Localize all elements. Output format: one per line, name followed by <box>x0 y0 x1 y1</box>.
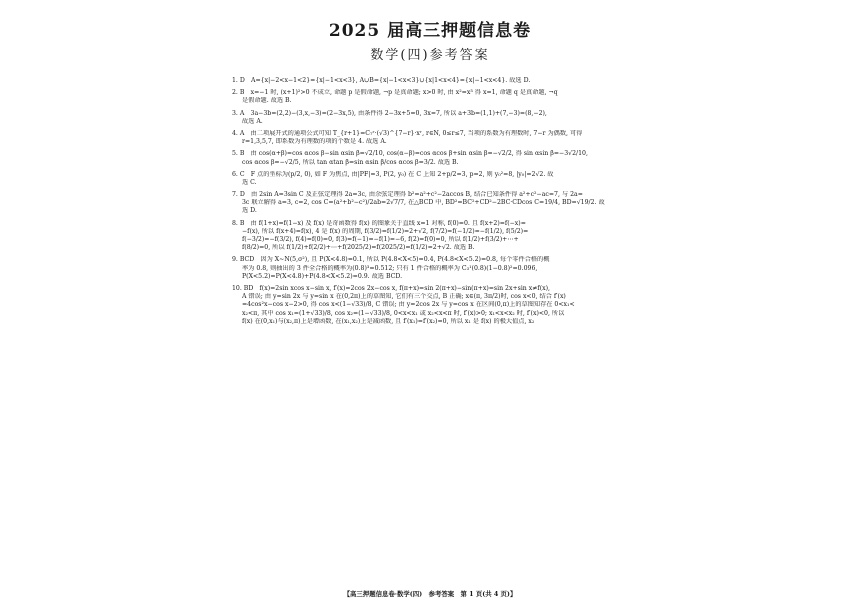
answer-line: 3. A 3a−3b=(2,2)−(3,x,−3)=(2−3x,5), 由条件得 2−3x+5=0, 3x=7, 所以 a+3b=(1,1)+(7,−3)=(8,−2), <box>232 109 547 117</box>
answer-line: P(X<5.2)=P(X<4.8)+P(4.8<X<5.2)=0.9. 故选 BCD. <box>242 272 403 280</box>
answer-line: f(x) 在(0,x₁)与(x₂,π)上是增函数, 在(x₁,x₂)上是减函数, 且 f′(x₁)=f′(x₂)=0, 所以 x₁ 是 f(x) 的极大值点, x₂ <box>242 317 535 325</box>
answer-item-q5 <box>232 150 630 166</box>
answer-item-q2 <box>232 89 630 105</box>
document-title: 2025 届高三押题信息卷 <box>328 21 532 41</box>
answer-line: 是假命题. 故选 B. <box>242 97 292 105</box>
answer-line: −f(x), 所以 f(x+4)=f(x), 4 是 f(x) 的周期, f(3/2)=f(1/2)=2+√2, f(7/2)=f(−1/2)=−f(1/2), f(5/2)= <box>242 227 529 235</box>
answers-body <box>232 77 630 330</box>
answer-line: 10. BD f(x)=2sin xcos x−sin x, f′(x)=2cos 2x−cos x, f(π+x)=sin 2(π+x)−sin(π+x)=sin 2x+sin x≠f(x), <box>232 284 550 292</box>
answer-item-q3 <box>232 110 630 126</box>
page-footer: 【高三押题信息卷·数学(四) 参考答案 第 1 页(共 4 页)】 <box>343 590 517 598</box>
answer-line: 2. B x=−1 时, (x+1)²>0 不成立, 命题 p 是假命题, ¬p 是真命题; x>0 时, 由 x²=x³ 得 x=1, 命题 q 是真命题, ¬q <box>232 89 558 97</box>
answer-line: cos αcos β=−√2/5, 所以 tan αtan β=sin αsin β/cos αcos β=3/2. 故选 B. <box>242 158 459 166</box>
answer-line: 7. D 由 2sin A=3sin C 及正弦定理得 2a=3c, 由余弦定理得 b²=a²+c²−2accos B, 结合已知条件得 a²+c²−ac=7, 与 2a= <box>232 191 583 199</box>
answer-line: 3c 联立解得 a=3, c=2, cos C=(a²+b²−c²)/2ab=2√7/7, 在△BCD 中, BD²=BC²+CD²−2BC·CDcos C=19/4, BD=√19/2. 故 <box>242 199 605 207</box>
answer-line: =4cos²x−cos x−2>0, 得 cos x<(1−√33)/8, C 错误; 由 y=2cos 2x 与 y=cos x 在区间(0,π)上的草图知存在 0<x₁< <box>242 301 575 309</box>
answer-line: 6. C F 点的坐标为(p/2, 0), 如 F 为焦点, 由|PF|=3, P(2, y₀) 在 C 上知 2+p/2=3, p=2, 则 y₀²=8, |y₀|=2√2. 故 <box>232 170 554 178</box>
answer-line: 率为 0.8, 则抽出的 3 件全合格的概率为(0.8)³=0.512; 只有 1 件合格的概率为 C₃¹(0.8)(1−0.8)²=0.096, <box>242 264 538 272</box>
answer-item-q8 <box>232 220 630 253</box>
answer-line: 5. B 由 cos(α+β)=cos αcos β−sin αsin β=√2/10, cos(α−β)=cos αcos β+sin αsin β=−√2/2, 得 sin αsin β=−3√2/10, <box>232 150 588 158</box>
answer-line: 选 C. <box>242 178 257 186</box>
answer-item-q4 <box>232 130 630 146</box>
answer-line: 故选 A. <box>242 117 263 125</box>
answer-line: r=1,3,5,7, 即系数为有理数的项的个数是 4. 故选 A. <box>242 138 387 146</box>
answer-item-q6 <box>232 171 630 187</box>
answer-item-q7 <box>232 191 630 216</box>
answer-item-q10 <box>232 285 630 326</box>
answer-line: A 错误; 由 y=sin 2x 与 y=sin x 在(0,2π)上的草图知, 它们有三个交点, B 正确; x∈(π, 3π/2)时, cos x<0, 结合 f′(x) <box>242 293 566 301</box>
answer-line: f(−3/2)=−f(3/2), f(4)=f(0)=0, f(3)=f(−1)=−f(1)=−6, f(2)=f(0)=0, 所以 f(1/2)+f(3/2)+⋯+ <box>242 236 519 243</box>
answer-line: f(8/2)=0, 所以 f(1/2)+f(2/2)+⋯+f(2025/2)=f(2025/2)=f(1/2)=2+√2. 故选 B. <box>242 244 475 252</box>
answer-line: x₂<π, 其中 cos x₁=(1+√33)/8, cos x₂=(1−√33)/8, 0<x<x₁ 或 x₂<x<π 时, f′(x)>0; x₁<x<x₂ 时, f′(x)<0, 所以 <box>242 309 565 317</box>
answer-line: 1. D A={x|−2<x−1<2}={x|−1<x<3}, A∪B={x|−1<x<3}∪{x|1<x<4}={x|−1<x<4}. 故选 D. <box>232 77 531 84</box>
answer-line: 9. BCD 因为 X~N(5,σ²), 且 P(X<4.8)=0.1, 所以 P(4.8<X<5)=0.4, P(4.8<X<5.2)=0.8, 每个零件合格的概 <box>232 256 550 264</box>
answer-item-q1 <box>232 77 630 85</box>
answer-item-q9 <box>232 256 630 281</box>
answer-line: 8. B 由 f(1+x)=f(1−x) 及 f(x) 是奇函数得 f(x) 的图象关于直线 x=1 对称, f(0)=0. 且 f(x+2)=f(−x)= <box>232 219 526 227</box>
document-subtitle: 数学(四)参考答案 <box>370 48 490 63</box>
answer-line: 4. A 由二项展开式的通项公式可知 T_{r+1}=C₇ʳ·(√3)^{7−r}·xʳ, r∈N, 0≤r≤7, 当项的系数为有理数时, 7−r 为偶数, 可得 <box>232 129 583 137</box>
answer-line: 选 D. <box>242 207 257 215</box>
